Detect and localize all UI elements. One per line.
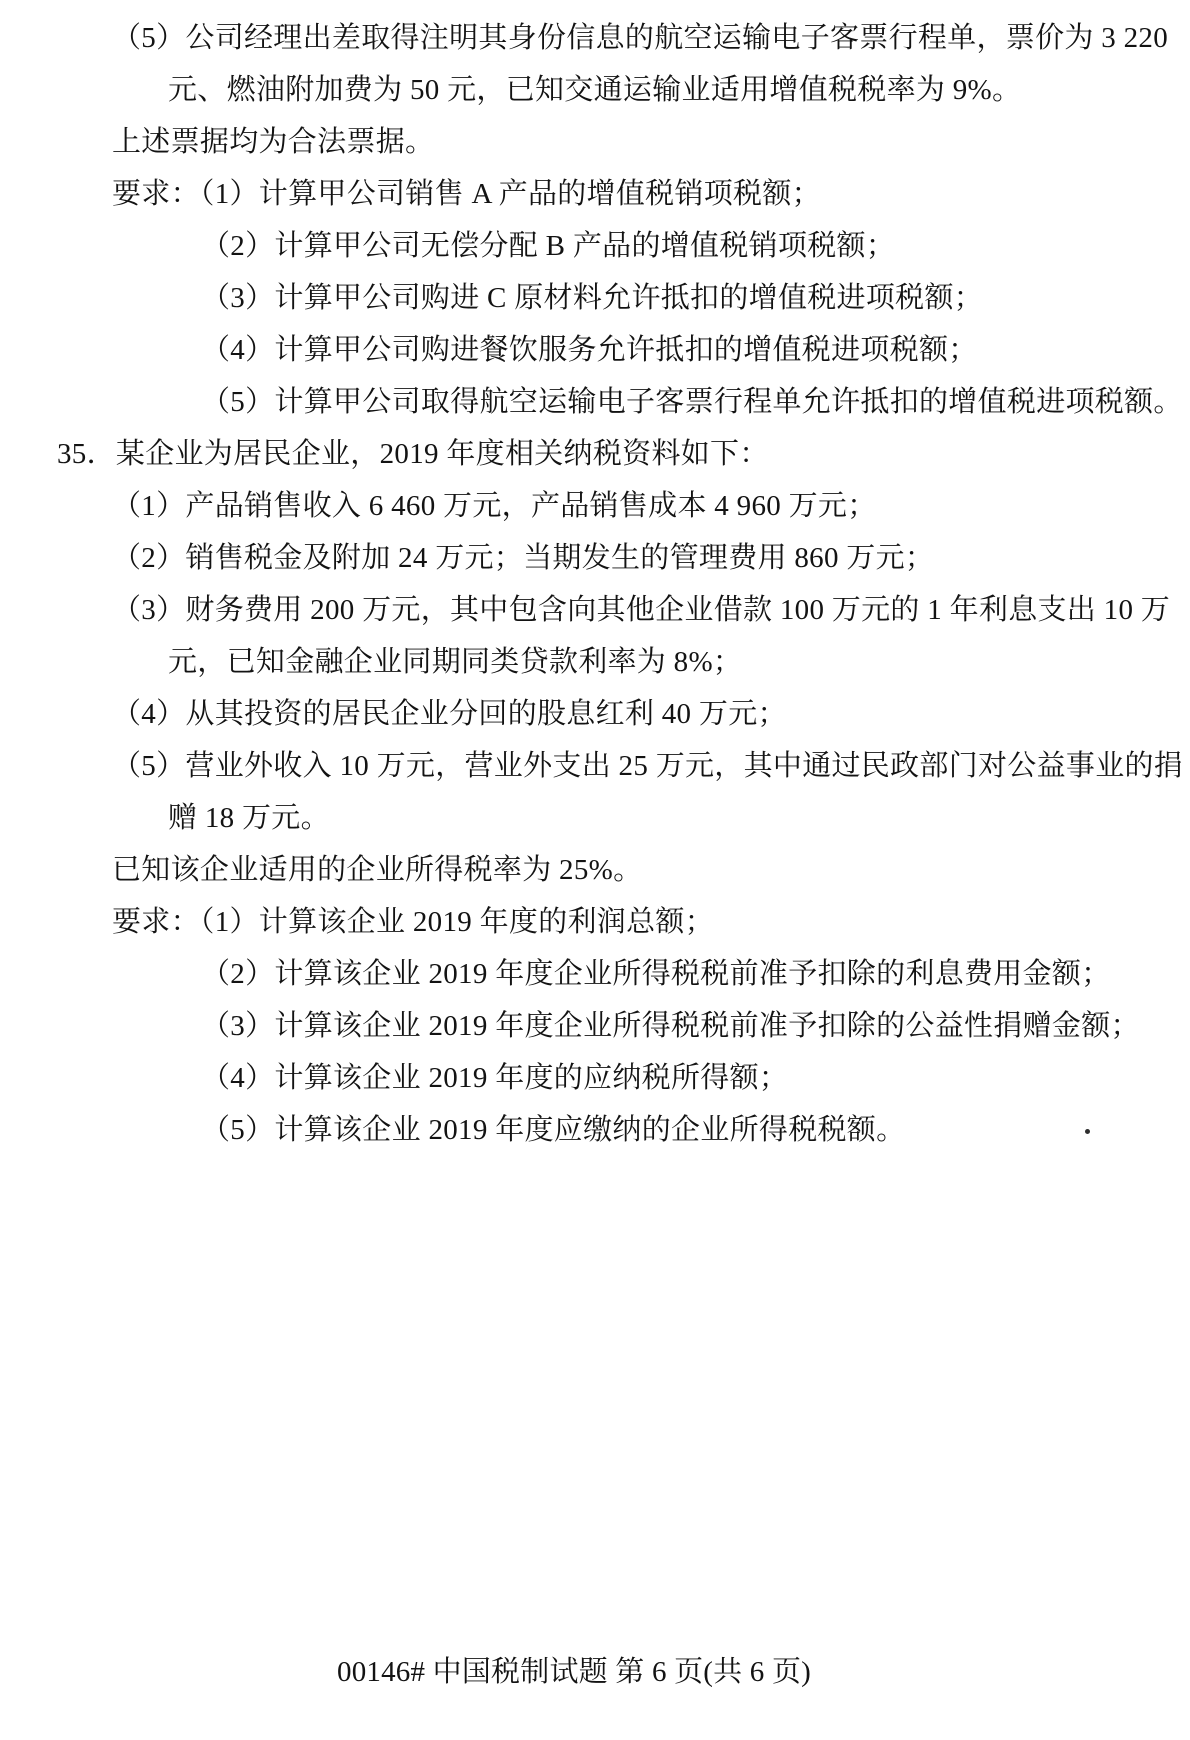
scan-speck-dot [1085,1129,1090,1134]
q35-item-2: （2）销售税金及附加 24 万元；当期发生的管理费用 860 万元； [112,542,935,574]
q35-requirement-4: （4）计算该企业 2019 年度的应纳税所得额； [201,1062,789,1094]
q35-item-5-line2: 赠 18 万元。 [168,802,330,834]
q35-item-5-line1: （5）营业外收入 10 万元，营业外支出 25 万元，其中通过民政部门对公益事业的捐 [112,750,1184,782]
q34-requirement-4: （4）计算甲公司购进餐饮服务允许抵扣的增值税进项税额； [201,334,978,366]
q35-requirement-5: （5）计算该企业 2019 年度应缴纳的企业所得税税额。 [201,1114,906,1146]
q34-item5-line2: 元、燃油附加费为 50 元，已知交通运输业适用增值税税率为 9%。 [168,74,1022,106]
q35-item-3-line2: 元，已知金融企业同期同类贷款利率为 8%； [168,646,743,678]
q35-item-4: （4）从其投资的居民企业分回的股息红利 40 万元； [112,698,787,730]
q35-item-3-line1: （3）财务费用 200 万元，其中包含向其他企业借款 100 万元的 1 年利息支出 10 万 [112,594,1171,626]
q34-note: 上述票据均为合法票据。 [112,126,435,158]
q35-note: 已知该企业适用的企业所得税率为 25%。 [112,854,643,886]
q34-requirement-3: （3）计算甲公司购进 C 原材料允许抵扣的增值税进项税额； [201,282,984,314]
q35-requirement-3: （3）计算该企业 2019 年度企业所得税税前准予扣除的公益性捐赠金额； [201,1010,1140,1042]
q35-requirement-2: （2）计算该企业 2019 年度企业所得税税前准予扣除的利息费用金额； [201,958,1111,990]
page-footer: 00146# 中国税制试题 第 6 页(共 6 页) [337,1656,812,1688]
q35-requirement-1: 要求：（1）计算该企业 2019 年度的利润总额； [112,906,715,938]
q34-requirement-5: （5）计算甲公司取得航空运输电子客票行程单允许抵扣的增值税进项税额。 [201,386,1183,418]
q34-item5-line1: （5）公司经理出差取得注明其身份信息的航空运输电子客票行程单，票价为 3 220 [112,22,1169,54]
q34-requirement-1: 要求：（1）计算甲公司销售 A 产品的增值税销项税额； [112,178,821,210]
q35-item-1: （1）产品销售收入 6 460 万元，产品销售成本 4 960 万元； [112,490,877,522]
exam-body-text [0,12,1190,1156]
q34-requirement-2: （2）计算甲公司无偿分配 B 产品的增值税销项税额； [201,230,896,262]
q35-stem: 35．某企业为居民企业，2019 年度相关纳税资料如下： [57,438,769,470]
